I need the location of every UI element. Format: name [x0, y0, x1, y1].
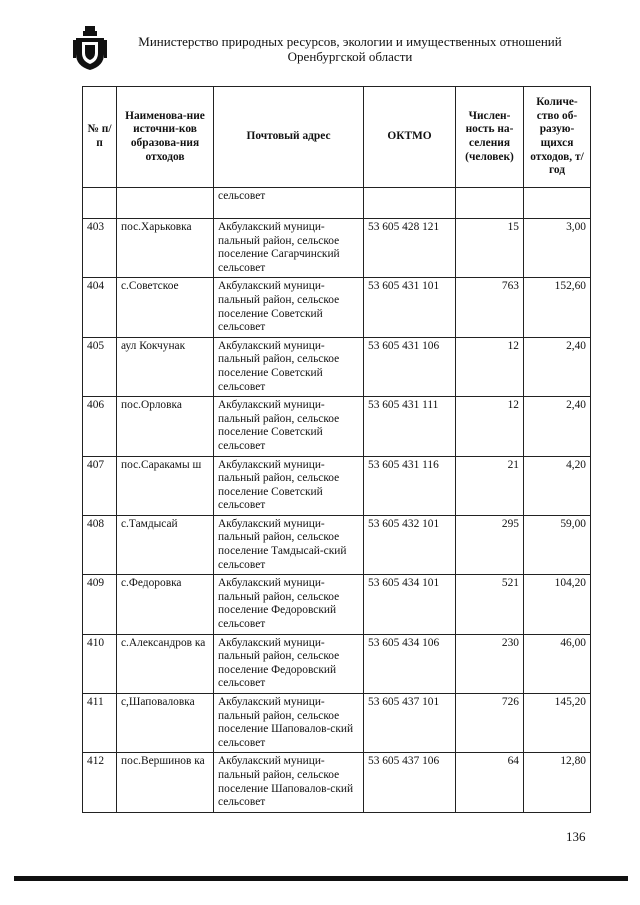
row-source-name: с.Тамдысай [117, 515, 214, 574]
row-oktmo: 53 605 434 101 [364, 575, 456, 634]
table-row [83, 337, 591, 396]
table-row-continuation [83, 188, 591, 219]
row-oktmo: 53 605 434 106 [364, 634, 456, 693]
row-number: 409 [83, 575, 117, 634]
header-region: Оренбургской области [287, 49, 413, 64]
table-row [83, 575, 591, 634]
row-address: Акбулакский муници-пальный район, сельское поселение Советский сельсовет [214, 456, 364, 515]
row-source-name: с.Федоровка [117, 575, 214, 634]
row-waste: 4,20 [524, 456, 591, 515]
row-address: Акбулакский муници-пальный район, сельское поселение Советский сельсовет [214, 278, 364, 337]
row-oktmo: 53 605 437 106 [364, 753, 456, 812]
row-source-name: пос.Вершинов ка [117, 753, 214, 812]
row-population: 15 [456, 219, 524, 278]
coat-of-arms-icon [73, 26, 107, 70]
col-header-oktmo: ОКТМО [364, 87, 456, 188]
row-waste: 152,60 [524, 278, 591, 337]
row-oktmo: 53 605 428 121 [364, 219, 456, 278]
table-cell [364, 188, 456, 219]
row-population: 295 [456, 515, 524, 574]
row-source-name: с.Советское [117, 278, 214, 337]
row-address: Акбулакский муници-пальный район, сельское поселение Федоровский сельсовет [214, 634, 364, 693]
row-address: Акбулакский муници-пальный район, сельское поселение Советский сельсовет [214, 337, 364, 396]
col-header-population: Числен-ность на-селения (человек) [456, 87, 524, 188]
col-header-waste: Количе-ство об-разую-щихся отходов, т/год [524, 87, 591, 188]
row-number: 404 [83, 278, 117, 337]
row-source-name: аул Кокчунак [117, 337, 214, 396]
row-population: 21 [456, 456, 524, 515]
row-number: 406 [83, 397, 117, 456]
row-oktmo: 53 605 431 106 [364, 337, 456, 396]
row-address: Акбулакский муници-пальный район, сельское поселение Советский сельсовет [214, 397, 364, 456]
row-population: 64 [456, 753, 524, 812]
table-row [83, 753, 591, 812]
row-waste: 3,00 [524, 219, 591, 278]
row-waste: 59,00 [524, 515, 591, 574]
row-waste: 2,40 [524, 397, 591, 456]
row-number: 408 [83, 515, 117, 574]
row-number: 412 [83, 753, 117, 812]
table-header-row [83, 87, 591, 188]
table-row [83, 694, 591, 753]
row-number: 411 [83, 694, 117, 753]
row-oktmo: 53 605 431 101 [364, 278, 456, 337]
page-number: 136 [566, 829, 586, 844]
col-header-address: Почтовый адрес [214, 87, 364, 188]
row-population: 521 [456, 575, 524, 634]
header-ministry: Министерство природных ресурсов, экологии и имущественных отношений [138, 34, 562, 49]
row-waste: 2,40 [524, 337, 591, 396]
row-oktmo: 53 605 431 116 [364, 456, 456, 515]
row-population: 726 [456, 694, 524, 753]
row-address: Акбулакский муници-пальный район, сельское поселение Федоровский сельсовет [214, 575, 364, 634]
table-row [83, 278, 591, 337]
col-header-source-name: Наименова-ние источни-ков образова-ния отходов [117, 87, 214, 188]
row-population: 12 [456, 337, 524, 396]
row-source-name: пос.Харьковка [117, 219, 214, 278]
bottom-divider [14, 876, 628, 881]
row-number: 410 [83, 634, 117, 693]
row-source-name: с.Александров ка [117, 634, 214, 693]
table-cell: сельсовет [214, 188, 364, 219]
row-number: 405 [83, 337, 117, 396]
row-number: 407 [83, 456, 117, 515]
row-oktmo: 53 605 431 111 [364, 397, 456, 456]
table-cell [524, 188, 591, 219]
row-population: 12 [456, 397, 524, 456]
col-header-number: № п/п [83, 87, 117, 188]
document-header [120, 34, 580, 64]
row-address: Акбулакский муници-пальный район, сельское поселение Шаповалов-ский сельсовет [214, 753, 364, 812]
row-population: 763 [456, 278, 524, 337]
table-row [83, 456, 591, 515]
table-cell [83, 188, 117, 219]
row-waste: 46,00 [524, 634, 591, 693]
table-row [83, 397, 591, 456]
table-row [83, 634, 591, 693]
row-oktmo: 53 605 432 101 [364, 515, 456, 574]
row-address: Акбулакский муници-пальный район, сельское поселение Тамдысай-ский сельсовет [214, 515, 364, 574]
row-oktmo: 53 605 437 101 [364, 694, 456, 753]
waste-sources-table [82, 86, 591, 813]
row-population: 230 [456, 634, 524, 693]
table-row [83, 515, 591, 574]
row-source-name: пос.Саракамы ш [117, 456, 214, 515]
row-number: 403 [83, 219, 117, 278]
row-source-name: с,Шаповаловка [117, 694, 214, 753]
table-cell [456, 188, 524, 219]
row-source-name: пос.Орловка [117, 397, 214, 456]
table-cell [117, 188, 214, 219]
row-address: Акбулакский муници-пальный район, сельское поселение Шаповалов-ский сельсовет [214, 694, 364, 753]
table-row [83, 219, 591, 278]
row-waste: 104,20 [524, 575, 591, 634]
row-waste: 12,80 [524, 753, 591, 812]
row-waste: 145,20 [524, 694, 591, 753]
row-address: Акбулакский муници-пальный район, сельское поселение Сагарчинский сельсовет [214, 219, 364, 278]
